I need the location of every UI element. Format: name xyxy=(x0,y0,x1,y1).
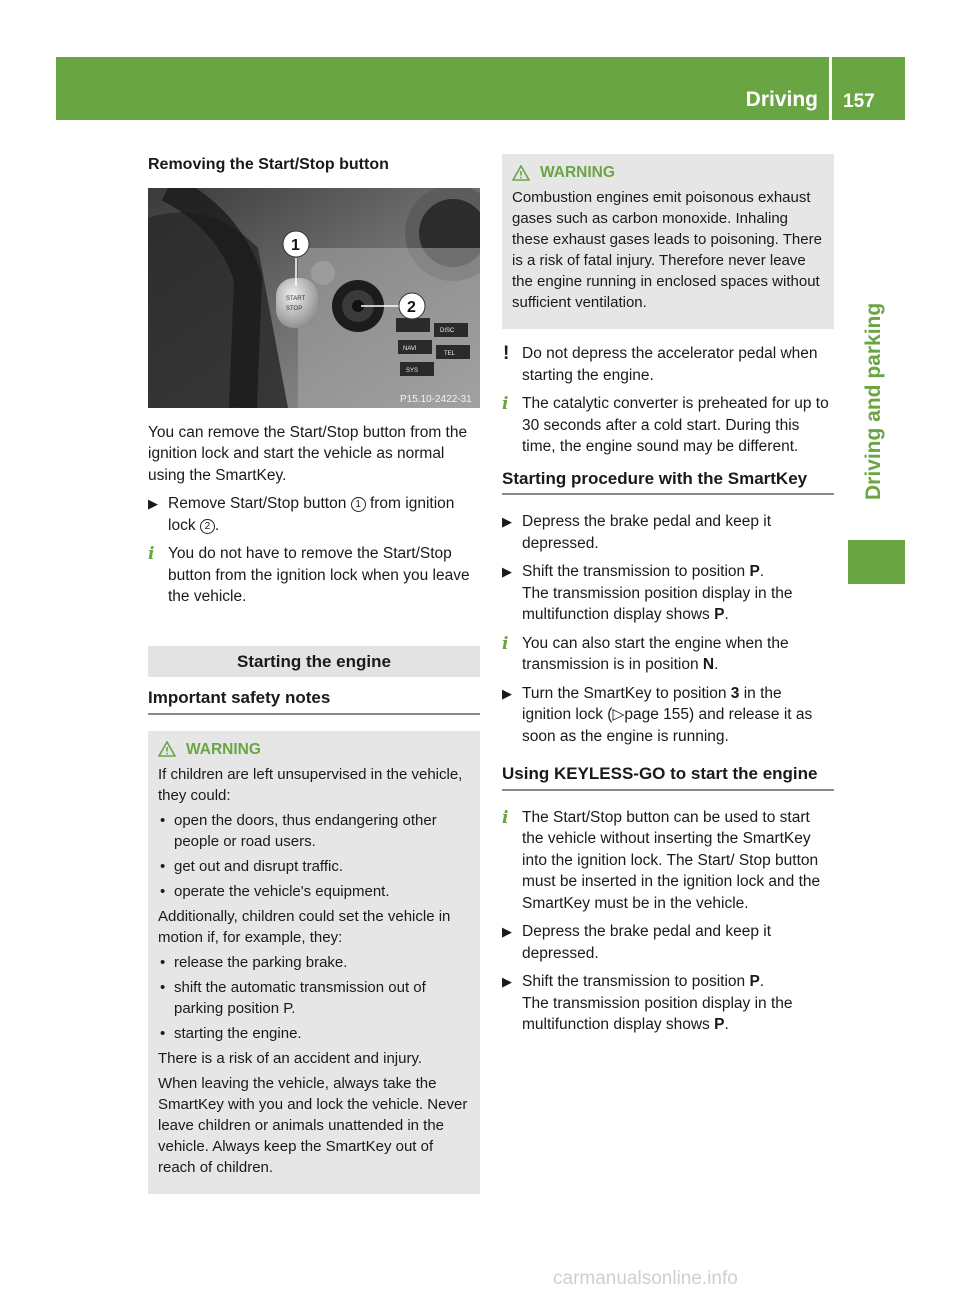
callout-2: 2 xyxy=(407,298,416,316)
start-stop-photo xyxy=(148,188,480,408)
button-label-navi: NAVI xyxy=(403,345,417,352)
side-tab-marker xyxy=(848,540,905,584)
callout-ref-2: 2 xyxy=(200,519,215,534)
button-label-disc: DISC xyxy=(440,327,455,334)
step-brake: ▶ Depress the brake pedal and keep it depressed. xyxy=(502,513,772,552)
info-icon: i xyxy=(502,633,509,654)
list-item: • open the doors, thus endangering other people or road users. xyxy=(160,811,437,850)
button-label-tel: TEL xyxy=(444,350,456,357)
section-heading-smartkey: Starting procedure with the SmartKey xyxy=(502,468,834,496)
section-bar: Starting the engine xyxy=(148,646,480,678)
warning-title: WARNING xyxy=(158,739,470,760)
list-item: • operate the vehicle's equipment. xyxy=(160,882,390,900)
exclamation-icon: ! xyxy=(503,343,510,364)
page-ref-arrow-icon: ▷ xyxy=(612,706,625,723)
right-column xyxy=(502,154,834,1043)
step-arrow-icon: ▶ xyxy=(502,564,512,579)
step-arrow-icon: ▶ xyxy=(502,685,512,701)
info-icon: i xyxy=(502,394,509,414)
page-reference[interactable]: page 155) and release it as soon as the engine is running. xyxy=(522,706,813,745)
header-divider xyxy=(829,57,832,120)
info-note: i You do not have to remove the Start/Stop button from the ignition lock when you leave the vehicle. xyxy=(148,544,470,605)
chapter-title: Driving xyxy=(745,88,818,111)
section-heading-keyless: Using KEYLESS-GO to start the engine xyxy=(502,763,834,791)
warning-triangle-icon xyxy=(158,741,176,757)
step-arrow-icon: ▶ xyxy=(502,514,512,529)
intro-text: You can remove the Start/Stop button from the ignition lock and start the vehicle as normal using the SmartKey. xyxy=(148,423,468,484)
photo-code: P15.10-2422-31 xyxy=(400,393,472,405)
left-column xyxy=(148,154,480,1194)
info-note: i The catalytic converter is preheated for up to 30 seconds after a cold start. During this time, the engine sound may be different. xyxy=(502,394,829,455)
button-label-sys: SYS xyxy=(406,367,419,374)
page-number: 157 xyxy=(843,91,875,112)
step-turn-key: ▶ Turn the SmartKey to position 3 in the ignition lock (▷page 155) and release it as soon as the engine is running. xyxy=(502,684,813,745)
list-item: • get out and disrupt traffic. xyxy=(160,857,343,875)
step-remove-button: ▶ Remove Start/Stop button 1 from ignition lock 2 . xyxy=(148,495,455,534)
warning-triangle-icon xyxy=(512,165,530,181)
info-icon: i xyxy=(148,544,155,564)
info-note: i The Start/Stop button can be used to start the vehicle without inserting the SmartKey into the ignition lock. The Start/ Stop button must be inserted in the ignition lock and the SmartKey must be in the vehicle. xyxy=(502,807,821,912)
step-shift: ▶ Shift the transmission to position P. The transmission position display in the multifunction display shows P. xyxy=(502,563,793,623)
step-arrow-icon: ▶ xyxy=(502,924,512,939)
step-arrow-icon: ▶ xyxy=(148,496,158,511)
callout-ref-1: 1 xyxy=(351,497,366,512)
list-item: • starting the engine. xyxy=(160,1024,302,1042)
watermark: carmanualsonline.info xyxy=(553,1268,738,1289)
list-item: • shift the automatic transmission out of parking position P. xyxy=(160,978,426,1017)
step-brake: ▶ Depress the brake pedal and keep it depressed. xyxy=(502,923,772,962)
warning-box-children: WARNING If children are left unsupervised in the vehicle, they could: • open the doors, thus endangering other people or road users. • get out and disrupt traffic. • operate the vehicle's equipment. Additionally, children could set the vehicle in motion if, for example, they: • release the parking brake. • shift the automatic transmission out of parking position P. • starting the engine. There is a risk of an accident and injury. When leaving the vehicle, always take the SmartKey with you and lock the vehicle. Never leave children or animals unattended in the vehicle. Always keep the SmartKey out of reach of children. xyxy=(148,731,480,1194)
warning-box-exhaust: WARNING Combustion engines emit poisonous exhaust gases such as carbon monoxide. Inhaling these exhaust gases leads to poisoning. There is a risk of fatal injury. Therefore never leave the engine running in enclosed spaces without sufficient ventilation. xyxy=(502,154,834,329)
info-note: i You can also start the engine when the transmission is in position N. xyxy=(502,633,789,673)
side-tab-label: Driving and parking xyxy=(862,302,885,500)
knob-label-start: START xyxy=(286,295,306,302)
caution-note: ! Do not depress the accelerator pedal when starting the engine. xyxy=(503,343,818,384)
step-arrow-icon: ▶ xyxy=(502,974,512,989)
callout-1: 1 xyxy=(291,236,300,254)
knob-label-stop: STOP xyxy=(286,305,303,312)
warning-title: WARNING xyxy=(512,162,824,183)
list-item: • release the parking brake. xyxy=(160,953,348,971)
section-heading: Important safety notes xyxy=(148,687,480,715)
subsection-heading: Removing the Start/Stop button xyxy=(148,156,389,173)
info-icon: i xyxy=(502,807,509,828)
step-shift: ▶ Shift the transmission to position P. The transmission position display in the multifunction display shows P. xyxy=(502,973,793,1033)
